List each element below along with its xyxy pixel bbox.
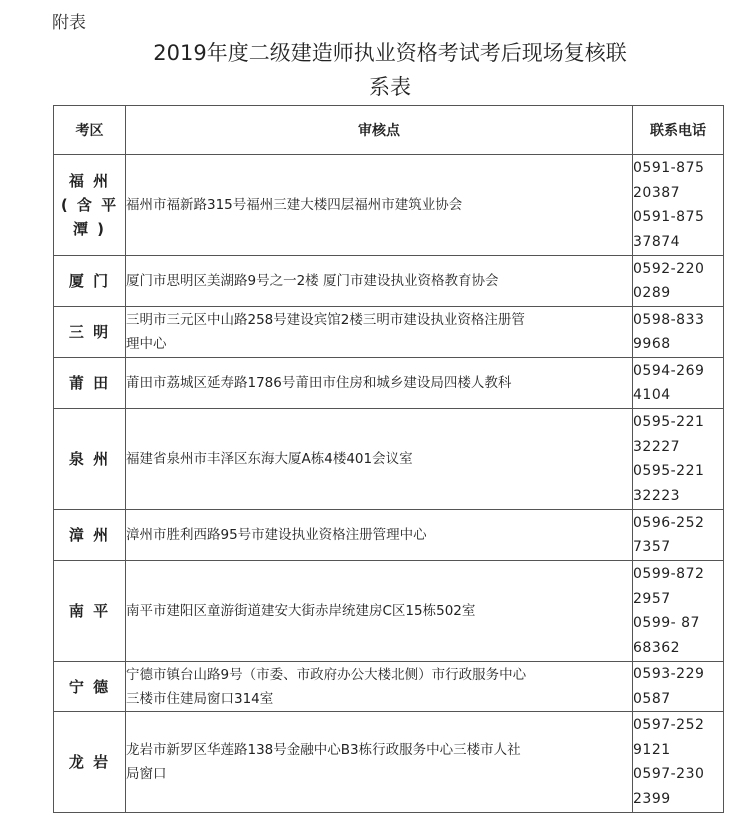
table-header-row — [54, 106, 724, 155]
phone-line: 20387 — [633, 184, 681, 201]
header-phone: 联系电话 — [633, 106, 724, 155]
phone-line: 9968 — [633, 336, 671, 352]
address-cell — [126, 155, 633, 256]
phone-line: 0595-221 — [633, 414, 705, 430]
address-line: 厦门市思明区美湖路9号之一2楼 厦门市建设执业资格教育协会 — [126, 273, 499, 289]
table-row — [54, 712, 724, 813]
area-line: 厦 门 — [68, 272, 111, 290]
phone-line: 0594-269 — [633, 362, 705, 379]
area-line: 漳 州 — [68, 526, 111, 544]
phone-line: 37874 — [633, 233, 681, 250]
title-line-2: 系表 — [369, 75, 411, 99]
phone-cell — [633, 307, 724, 358]
address-line: 宁德市镇台山路9号（市委、市政府办公大楼北侧）市行政服务中心 — [126, 666, 527, 683]
phone-cell — [633, 409, 724, 510]
phone-cell — [633, 712, 724, 813]
address-cell — [126, 561, 633, 662]
area-line: 三 明 — [68, 323, 111, 341]
phone-line: 4104 — [633, 387, 671, 403]
address-line: 局窗口 — [126, 766, 167, 782]
area-cell — [54, 256, 126, 307]
phone-line: 2957 — [633, 590, 671, 607]
area-cell — [54, 358, 126, 409]
address-cell — [126, 358, 633, 409]
appendix-label: 附表 — [52, 13, 86, 33]
phone-line: 0599- 87 — [633, 615, 700, 631]
phone-line: 0593-229 — [633, 666, 705, 682]
area-cell — [54, 409, 126, 510]
area-line: 莆 田 — [68, 374, 111, 392]
address-line: 理中心 — [126, 336, 167, 352]
area-cell — [54, 712, 126, 813]
table-row — [54, 510, 724, 561]
address-cell — [126, 307, 633, 358]
phone-cell — [633, 155, 724, 256]
table-row — [54, 307, 724, 358]
phone-line: 0587 — [633, 690, 671, 707]
area-line: 宁 德 — [68, 677, 111, 696]
table-row — [54, 561, 724, 662]
address-cell — [126, 256, 633, 307]
phone-cell — [633, 662, 724, 712]
phone-line: 0592-220 — [633, 260, 705, 277]
area-line: 潭 ) — [72, 220, 107, 238]
area-line: 福 州 — [68, 172, 111, 190]
phone-line: 0597-252 — [633, 717, 705, 733]
phone-line: 68362 — [633, 639, 681, 656]
table-body — [54, 155, 724, 813]
address-line: 福建省泉州市丰泽区东海大厦A栋4楼401会议室 — [126, 451, 413, 467]
address-line: 漳州市胜利西路95号市建设执业资格注册管理中心 — [126, 527, 427, 543]
phone-cell — [633, 561, 724, 662]
phone-line: 9121 — [633, 741, 671, 758]
phone-line: 0595-221 — [633, 463, 705, 479]
phone-line: 0289 — [633, 285, 671, 301]
table-row — [54, 256, 724, 307]
address-line: 龙岩市新罗区华莲路138号金融中心B3栋行政服务中心三楼市人社 — [126, 742, 521, 758]
address-line: 福州市福新路315号福州三建大楼四层福州市建筑业协会 — [126, 197, 463, 213]
phone-cell — [633, 510, 724, 561]
address-line: 南平市建阳区童游街道建安大街赤岸统建房C区15栋502室 — [126, 603, 476, 619]
table-row — [54, 155, 724, 256]
area-line: 龙 岩 — [68, 753, 111, 771]
area-cell — [54, 307, 126, 358]
phone-line: 0596-252 — [633, 514, 705, 531]
area-line: ( 含 平 — [60, 196, 119, 214]
phone-line: 0597-230 — [633, 766, 705, 782]
phone-line: 0591-875 — [633, 209, 705, 225]
page-title — [90, 36, 690, 104]
review-contact-table — [53, 105, 724, 813]
address-cell — [126, 712, 633, 813]
address-cell — [126, 409, 633, 510]
phone-line: 32227 — [633, 438, 681, 455]
title-line-1: 2019年度二级建造师执业资格考试考后现场复核联 — [153, 41, 627, 65]
area-cell — [54, 561, 126, 662]
area-cell — [54, 510, 126, 561]
table-row — [54, 409, 724, 510]
header-area: 考区 — [54, 106, 126, 155]
address-cell — [126, 662, 633, 712]
address-line: 莆田市荔城区延寿路1786号莆田市住房和城乡建设局四楼人教科 — [126, 375, 512, 391]
table-row — [54, 358, 724, 409]
address-line: 三明市三元区中山路258号建设宾馆2楼三明市建设执业资格注册管 — [126, 312, 525, 328]
area-cell — [54, 662, 126, 712]
phone-line: 0599-872 — [633, 566, 705, 582]
area-line: 南 平 — [68, 602, 111, 620]
phone-cell — [633, 256, 724, 307]
header-site: 审核点 — [126, 106, 633, 155]
phone-line: 0591-875 — [633, 160, 705, 176]
phone-cell — [633, 358, 724, 409]
area-line: 泉 州 — [68, 450, 111, 468]
address-cell — [126, 510, 633, 561]
address-line: 三楼市住建局窗口314室 — [126, 690, 274, 707]
phone-line: 32223 — [633, 487, 681, 504]
phone-line: 7357 — [633, 539, 671, 555]
phone-line: 2399 — [633, 790, 671, 807]
phone-line: 0598-833 — [633, 311, 705, 328]
area-cell — [54, 155, 126, 256]
table-row — [54, 662, 724, 712]
